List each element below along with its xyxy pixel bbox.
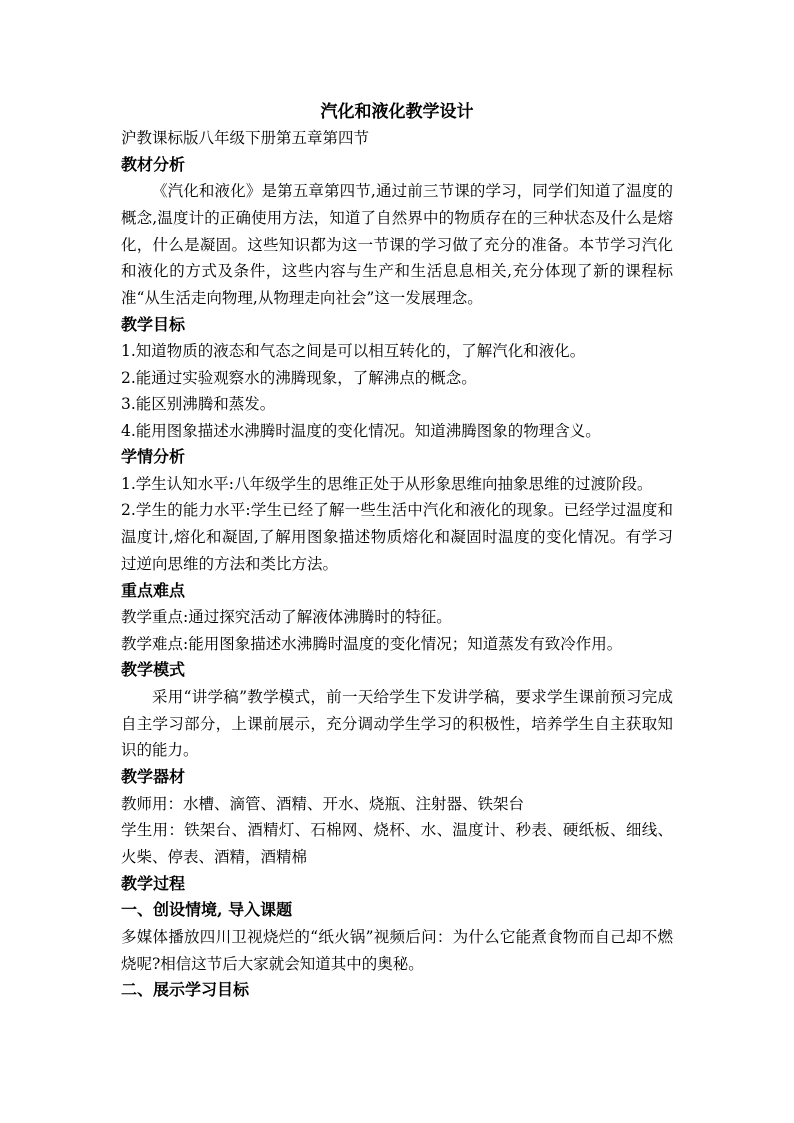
heading-teaching-mode: 教学模式 <box>121 660 186 680</box>
document-subtitle: 沪教课标版八年级下册第五章第四节 <box>121 129 370 147</box>
heading-equipment: 教学器材 <box>121 767 186 787</box>
student-analysis-item-2: 2.学生的能力水平:学生已经了解一些生活中汽化和液化的现象。已经学过温度和温度计,熔化和凝固,了解用图象描述物质熔化和凝固时温度的变化情况。有学习过逆向思维的方法和类比方法。 <box>121 501 673 574</box>
process-step-1-text: 多媒体播放四川卫视烧烂的“纸火锅”视频后问：为什么它能煮食物而自己却不燃烧呢?相信这节后大家就会知道其中的奥秘。 <box>121 927 673 973</box>
student-equipment: 学生用：铁架台、酒精灯、石棉网、烧杯、水、温度计、秒表、硬纸板、细线、火柴、停表、酒精，酒精棉 <box>121 821 673 867</box>
teaching-difficulty: 教学难点:能用图象描述水沸腾时温度的变化情况；知道蒸发有致冷作用。 <box>121 634 623 653</box>
objective-item-4: 4.能用图象描述水沸腾时温度的变化情况。知道沸腾图象的物理含义。 <box>121 421 601 440</box>
objective-item-1: 1.知道物质的液态和气态之间是可以相互转化的，了解汽化和液化。 <box>121 342 586 361</box>
heading-process: 教学过程 <box>121 873 186 893</box>
heading-student-analysis: 学情分析 <box>121 447 186 467</box>
materials-analysis-paragraph: 《汽化和液化》是第五章第四节,通过前三节课的学习，同学们知道了温度的概念,温度计的正确使用方法，知道了自然界中的物质存在的三种状态及什么是熔化，什么是凝固。这些知识都为这一节课的学习做了充分的准备。本节学习汽化和液化的方式及条件，这些内容与生产和生活息息相关,充分体现了新的课程标准“从生活走向物理,从物理走向社会”这一发展理念。 <box>121 182 673 308</box>
document-page <box>121 99 673 1004</box>
teacher-equipment: 教师用：水槽、滴管、酒精、开水、烧瓶、注射器、铁架台 <box>121 794 525 813</box>
heading-materials-analysis: 教材分析 <box>121 154 186 174</box>
document-title: 汽化和液化教学设计 <box>320 102 474 122</box>
teaching-mode-paragraph: 采用“讲学稿”教学模式，前一天给学生下发讲学稿，要求学生课前预习完成自主学习部分，上课前展示，充分调动学生学习的积极性，培养学生自主获取知识的能力。 <box>121 687 673 760</box>
process-step-1-heading: 一、创设情境, 导入课题 <box>121 900 293 920</box>
objective-item-3: 3.能区别沸腾和蒸发。 <box>121 395 276 414</box>
objective-item-2: 2.能通过实验观察水的沸腾现象，了解沸点的概念。 <box>121 368 477 387</box>
heading-key-points: 重点难点 <box>121 580 186 600</box>
process-step-2-heading: 二、展示学习目标 <box>121 980 250 1000</box>
heading-objectives: 教学目标 <box>121 314 186 334</box>
teaching-focus: 教学重点:通过探究活动了解液体沸腾时的特征。 <box>121 608 452 627</box>
student-analysis-item-1: 1.学生认知水平:八年级学生的思维正处于从形象思维向抽象思维的过渡阶段。 <box>121 474 653 493</box>
